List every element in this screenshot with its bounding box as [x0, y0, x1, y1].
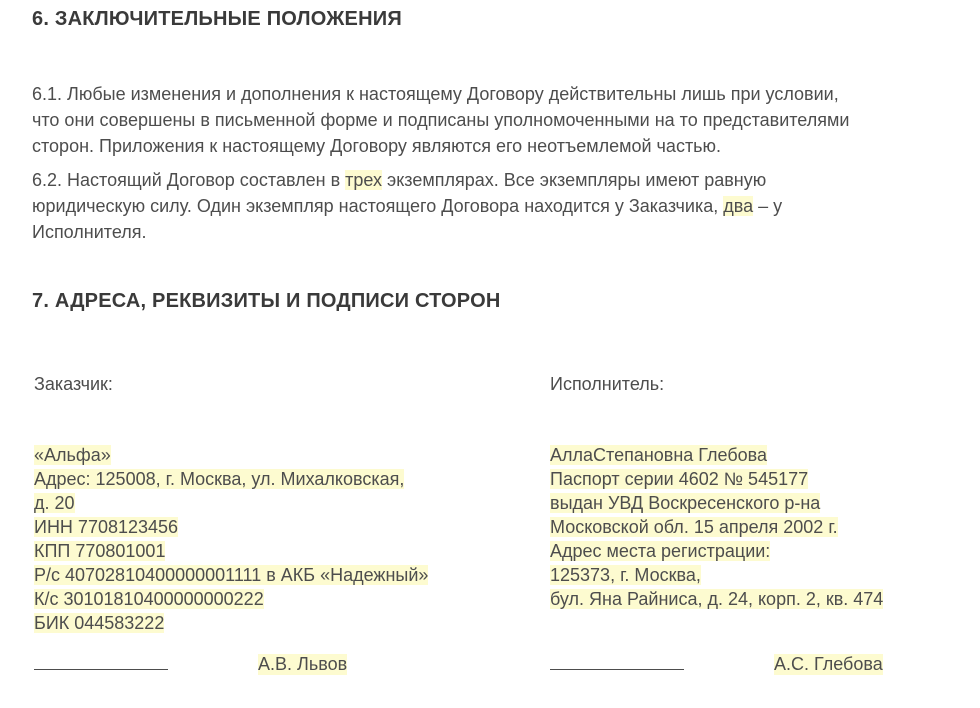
paragraph-line: юридическую силу. Один экземпляр настоящего Договора находится у Заказчика, два – у: [32, 196, 783, 216]
contractor-signature: [550, 654, 910, 678]
customer-signature: [34, 654, 364, 678]
customer-detail-line: БИК 044583222: [34, 613, 165, 633]
paragraph-line: 6.2. Настоящий Договор составлен в трех экземплярах. Все экземпляры имеют равную: [32, 170, 767, 190]
paragraph-6-2: [32, 167, 952, 245]
customer-detail-line: К/с 30101810400000000222: [34, 589, 264, 609]
customer-details: [34, 443, 428, 635]
paragraph-6-1: [32, 81, 952, 159]
contractor-detail-line: Паспорт серии 4602 № 545177: [550, 469, 809, 489]
customer-detail-line: Р/с 40702810400000001111 в АКБ «Надежный»: [34, 565, 429, 585]
contractor-label: Исполнитель:: [550, 374, 665, 394]
highlight-contractor-copies: два: [723, 196, 754, 216]
contractor-detail-line: выдан УВД Воскресенского р-на: [550, 493, 821, 513]
paragraph-line: что они совершены в письменной форме и подписаны уполномоченными на то представителями: [32, 110, 850, 130]
contractor-detail-line: АллаСтепановна Глебова: [550, 445, 768, 465]
customer-detail-line: ИНН 7708123456: [34, 517, 179, 537]
contractor-detail-line: бул. Яна Райниса, д. 24, корп. 2, кв. 474: [550, 589, 884, 609]
contractor-details: [550, 443, 883, 611]
customer-label: Заказчик:: [34, 374, 113, 394]
contractor-signatory-name: А.С. Глебова: [774, 654, 883, 674]
paragraph-line: сторон. Приложения к настоящему Договору являются его неотъемлемой частью.: [32, 136, 722, 156]
contractor-signature-line: [550, 655, 684, 670]
customer-detail-line: д. 20: [34, 493, 75, 513]
highlight-copies-count: трех: [345, 170, 383, 190]
customer-detail-line: КПП 770801001: [34, 541, 166, 561]
paragraph-line: Исполнителя.: [32, 222, 147, 242]
section-6-title: 6. ЗАКЛЮЧИТЕЛЬНЫЕ ПОЛОЖЕНИЯ: [32, 8, 402, 30]
customer-detail-line: Адрес: 125008, г. Москва, ул. Михалковская,: [34, 469, 405, 489]
contractor-detail-line: Московской обл. 15 апреля 2002 г.: [550, 517, 838, 537]
customer-signatory-name: А.В. Львов: [258, 654, 348, 674]
contractor-detail-line: 125373, г. Москва,: [550, 565, 701, 585]
contractor-detail-line: Адрес места регистрации:: [550, 541, 771, 561]
customer-detail-line: «Альфа»: [34, 445, 111, 465]
section-7-title: 7. АДРЕСА, РЕКВИЗИТЫ И ПОДПИСИ СТОРОН: [32, 290, 501, 312]
customer-signature-line: [34, 655, 168, 670]
paragraph-line: 6.1. Любые изменения и дополнения к настоящему Договору действительны лишь при условии,: [32, 84, 839, 104]
